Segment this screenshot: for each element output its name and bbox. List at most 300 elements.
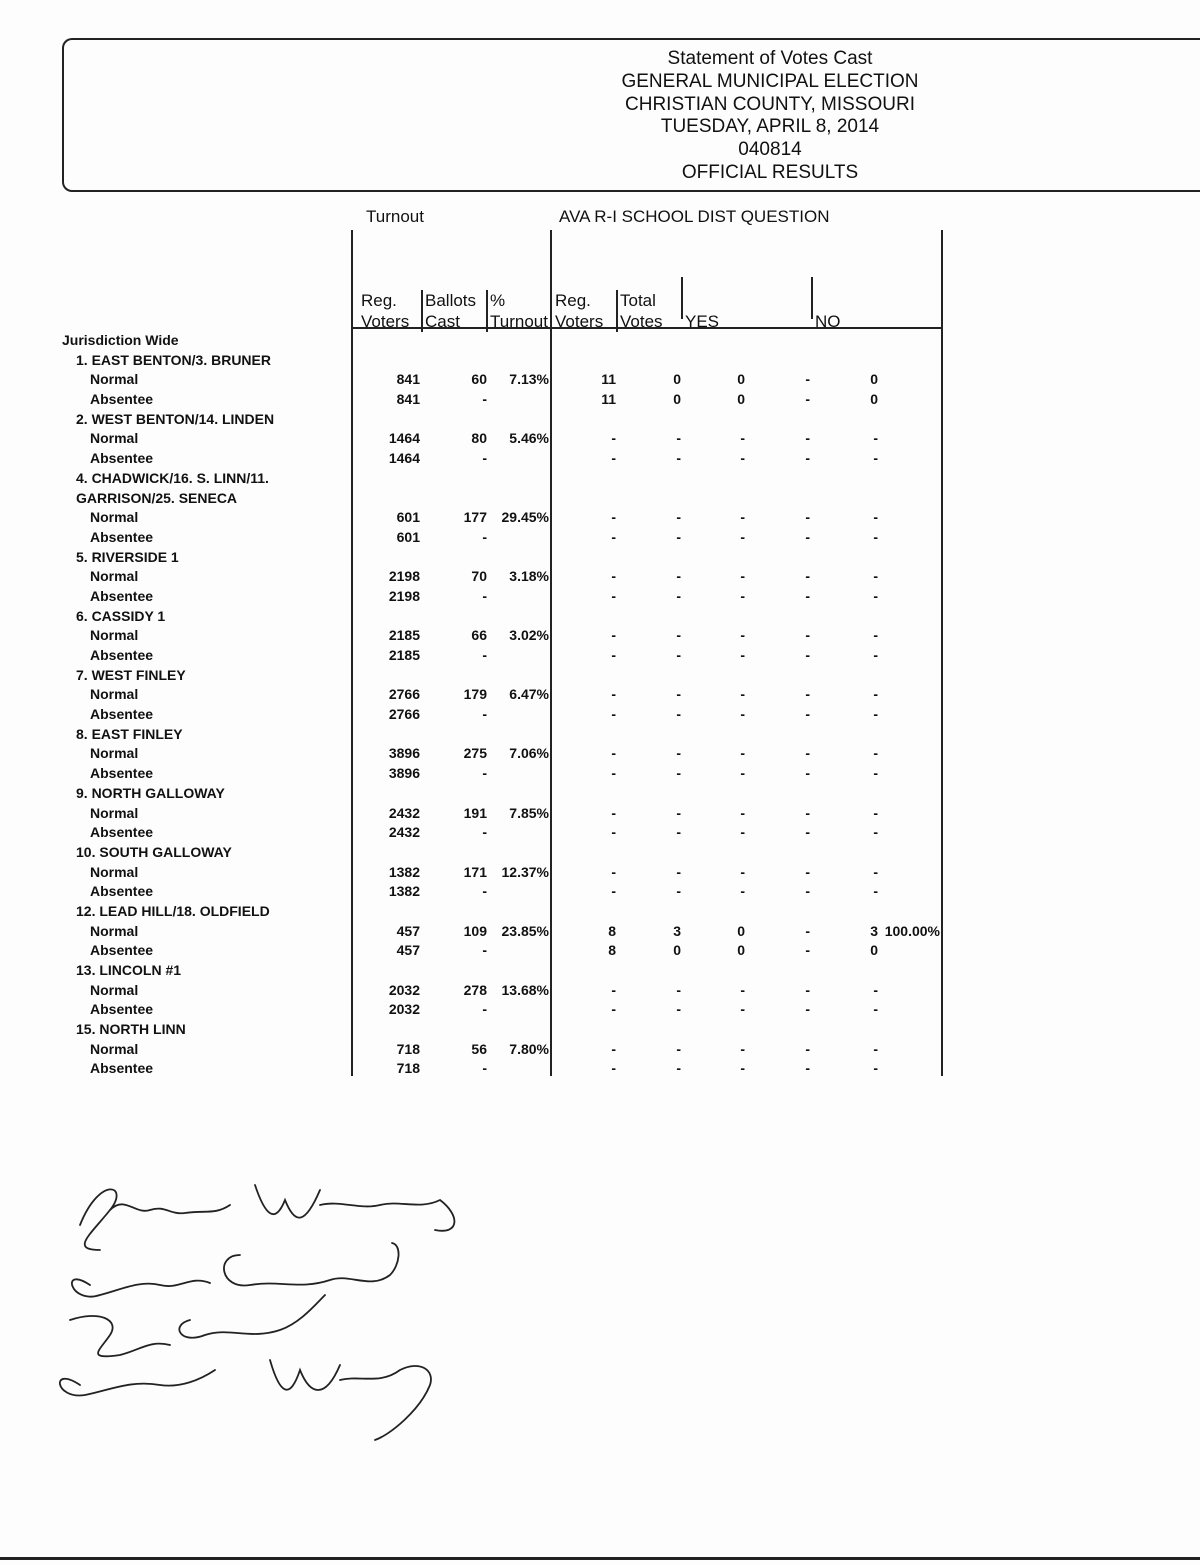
cell-creg: - xyxy=(611,804,616,821)
cell-tick xyxy=(550,748,552,760)
cell-creg: - xyxy=(611,647,616,664)
cell-yes-pct: - xyxy=(805,1060,810,1077)
cell-creg: - xyxy=(611,824,616,841)
cell-yes: - xyxy=(740,528,745,545)
precinct-header xyxy=(62,784,942,804)
cell-total: - xyxy=(676,627,681,644)
header-line-code: 040814 xyxy=(738,139,802,161)
cell-total: - xyxy=(676,981,681,998)
cell-tick xyxy=(550,867,552,879)
cell-yes-pct: - xyxy=(805,804,810,821)
cell-tick xyxy=(550,709,552,721)
cell-yes-pct: - xyxy=(805,528,810,545)
cell-cast: 278 xyxy=(463,981,487,998)
cell-no: - xyxy=(873,765,878,782)
cell-tick xyxy=(941,827,943,839)
cell-pct: 7.85% xyxy=(509,804,549,821)
ballot-type-label: Normal xyxy=(90,745,139,762)
cell-reg: 1464 xyxy=(388,430,420,447)
ballot-type-label: Absentee xyxy=(90,1060,154,1077)
signature-stroke xyxy=(179,1295,325,1338)
precinct-name: 7. WEST FINLEY xyxy=(76,666,186,683)
cell-no: 0 xyxy=(870,942,878,959)
cell-reg: 601 xyxy=(396,509,420,526)
precinct-header xyxy=(62,607,942,627)
cell-no: - xyxy=(873,1040,878,1057)
cell-yes: - xyxy=(740,568,745,585)
cell-tick xyxy=(941,1063,943,1075)
cell-yes: - xyxy=(740,804,745,821)
cell-total: - xyxy=(676,706,681,723)
cell-yes-pct: - xyxy=(805,824,810,841)
precinct-header xyxy=(62,843,942,863)
cell-yes-pct: - xyxy=(805,745,810,762)
ballot-type-label: Absentee xyxy=(90,883,154,900)
header-line-title: Statement of Votes Cast xyxy=(667,48,873,69)
cell-cast: - xyxy=(482,765,487,782)
cell-tick xyxy=(941,945,943,957)
cell-yes-pct: - xyxy=(805,981,810,998)
cell-tick xyxy=(550,945,552,957)
results-table xyxy=(62,331,942,1079)
table-row xyxy=(62,449,942,469)
cell-total: - xyxy=(676,1040,681,1057)
precinct-name: 6. CASSIDY 1 xyxy=(76,607,166,624)
ballot-type-label: Normal xyxy=(90,627,139,644)
cell-cast: - xyxy=(482,706,487,723)
cell-reg: 718 xyxy=(396,1040,420,1057)
cell-yes: 0 xyxy=(737,371,745,388)
col-header-total-votes: Total Votes xyxy=(620,290,663,332)
table-row xyxy=(62,941,942,961)
cell-yes-pct: - xyxy=(805,568,810,585)
precinct-name: 12. LEAD HILL/18. OLDFIELD xyxy=(76,902,270,919)
cell-tick xyxy=(550,985,552,997)
table-row xyxy=(62,804,942,824)
cell-tick xyxy=(550,512,552,524)
cell-no: - xyxy=(873,981,878,998)
col-header-yes: YES xyxy=(685,311,719,332)
cell-yes: - xyxy=(740,1060,745,1077)
cell-creg: - xyxy=(611,587,616,604)
precinct-header xyxy=(62,666,942,686)
cell-creg: - xyxy=(611,745,616,762)
precinct-name: 8. EAST FINLEY xyxy=(76,725,183,742)
precinct-header xyxy=(62,469,942,508)
cell-tick xyxy=(941,867,943,879)
cell-creg: 8 xyxy=(608,942,616,959)
jurisdiction-wide-row xyxy=(62,331,942,351)
cell-reg: 3896 xyxy=(388,765,420,782)
cell-total: - xyxy=(676,804,681,821)
cell-yes: - xyxy=(740,1040,745,1057)
cell-yes-pct: - xyxy=(805,391,810,408)
ballot-type-label: Normal xyxy=(90,863,139,880)
cell-creg: - xyxy=(611,1060,616,1077)
ballot-type-label: Absentee xyxy=(90,450,154,467)
table-row xyxy=(62,370,942,390)
precinct-name: 13. LINCOLN #1 xyxy=(76,962,182,979)
cell-no: - xyxy=(873,1060,878,1077)
cell-yes: - xyxy=(740,883,745,900)
ballot-type-label: Absentee xyxy=(90,765,154,782)
cell-reg: 718 xyxy=(396,1060,420,1077)
cell-tick xyxy=(550,808,552,820)
cell-pct: 7.06% xyxy=(509,745,549,762)
precinct-header xyxy=(62,961,942,981)
ballot-type-label: Absentee xyxy=(90,528,154,545)
cell-total: - xyxy=(676,587,681,604)
cell-creg: - xyxy=(611,1040,616,1057)
cell-tick xyxy=(941,985,943,997)
table-row xyxy=(62,508,942,528)
precinct-header xyxy=(62,410,942,430)
cell-total: - xyxy=(676,765,681,782)
signature-stroke xyxy=(70,1316,170,1356)
cell-reg: 2032 xyxy=(388,1001,420,1018)
col-header-ballots-cast: Ballots Cast xyxy=(425,290,476,332)
header-line-date: TUESDAY, APRIL 8, 2014 xyxy=(660,116,880,138)
signature-stroke xyxy=(80,1189,117,1250)
cell-yes: 0 xyxy=(737,391,745,408)
cell-creg: - xyxy=(611,627,616,644)
ballot-type-label: Normal xyxy=(90,804,139,821)
cell-total: 3 xyxy=(673,922,681,939)
cell-cast: 60 xyxy=(471,371,487,388)
cell-tick xyxy=(550,650,552,662)
cell-creg: - xyxy=(611,509,616,526)
cell-total: - xyxy=(676,430,681,447)
cell-no: - xyxy=(873,804,878,821)
cell-yes-pct: - xyxy=(805,883,810,900)
cell-tick xyxy=(550,433,552,445)
table-row xyxy=(62,764,942,784)
precinct-header xyxy=(62,351,942,371)
page-bottom-rule xyxy=(0,1557,1200,1560)
cell-creg: - xyxy=(611,568,616,585)
cell-tick xyxy=(941,374,943,386)
cell-reg: 601 xyxy=(396,528,420,545)
table-row xyxy=(62,1059,942,1079)
cell-yes-pct: - xyxy=(805,942,810,959)
table-row xyxy=(62,1000,942,1020)
cell-pct: 5.46% xyxy=(509,430,549,447)
cell-tick xyxy=(941,689,943,701)
table-row xyxy=(62,685,942,705)
ballot-type-label: Absentee xyxy=(90,587,154,604)
cell-creg: - xyxy=(611,450,616,467)
cell-total: 0 xyxy=(673,942,681,959)
cell-reg: 457 xyxy=(396,922,420,939)
cell-tick xyxy=(550,630,552,642)
cell-creg: - xyxy=(611,706,616,723)
cell-cast: 171 xyxy=(463,863,487,880)
cell-yes: - xyxy=(740,509,745,526)
cell-reg: 1382 xyxy=(388,883,420,900)
cell-cast: - xyxy=(482,647,487,664)
ballot-type-label: Normal xyxy=(90,981,139,998)
cell-tick xyxy=(550,1044,552,1056)
precinct-header xyxy=(62,902,942,922)
col-header-contest-reg-voters: Reg. Voters xyxy=(555,291,604,331)
ballot-type-label: Normal xyxy=(90,509,139,526)
cell-cast: - xyxy=(482,942,487,959)
cell-no: - xyxy=(873,568,878,585)
cell-tick xyxy=(550,591,552,603)
cell-yes-pct: - xyxy=(805,587,810,604)
cell-reg: 2766 xyxy=(388,686,420,703)
ballot-type-label: Normal xyxy=(90,922,139,939)
cell-cast: - xyxy=(482,587,487,604)
cell-yes: - xyxy=(740,863,745,880)
cell-tick xyxy=(550,926,552,938)
cell-no: - xyxy=(873,430,878,447)
cell-yes: - xyxy=(740,627,745,644)
cell-pct: 7.13% xyxy=(509,371,549,388)
cell-tick xyxy=(941,1004,943,1016)
cell-total: - xyxy=(676,450,681,467)
cell-yes-pct: - xyxy=(805,450,810,467)
cell-yes-pct: - xyxy=(805,430,810,447)
signature-stroke xyxy=(320,1200,454,1231)
cell-pct: 23.85% xyxy=(501,922,549,939)
cell-creg: - xyxy=(611,765,616,782)
cell-cast: 191 xyxy=(463,804,487,821)
cell-no: - xyxy=(873,745,878,762)
cell-total: 0 xyxy=(673,391,681,408)
table-row xyxy=(62,882,942,902)
cell-yes: - xyxy=(740,745,745,762)
precinct-header xyxy=(62,725,942,745)
cell-yes: - xyxy=(740,824,745,841)
table-row xyxy=(62,567,942,587)
cell-yes-pct: - xyxy=(805,647,810,664)
cell-no: - xyxy=(873,627,878,644)
cell-reg: 2198 xyxy=(388,587,420,604)
cell-tick xyxy=(550,532,552,544)
cell-tick xyxy=(941,453,943,465)
cell-cast: 66 xyxy=(471,627,487,644)
cell-reg: 2432 xyxy=(388,824,420,841)
cell-no: - xyxy=(873,647,878,664)
cell-total: 0 xyxy=(673,371,681,388)
table-row xyxy=(62,744,942,764)
cell-tick xyxy=(941,886,943,898)
cell-pct: 12.37% xyxy=(501,863,549,880)
cell-tick xyxy=(941,571,943,583)
cell-reg: 841 xyxy=(396,391,420,408)
precinct-header xyxy=(62,1020,942,1040)
table-row xyxy=(62,626,942,646)
header-line-county: CHRISTIAN COUNTY, MISSOURI xyxy=(625,93,915,115)
cell-yes-pct: - xyxy=(805,627,810,644)
cell-reg: 2198 xyxy=(388,568,420,585)
precinct-name: 9. NORTH GALLOWAY xyxy=(76,784,225,801)
table-row xyxy=(62,705,942,725)
cell-creg: 8 xyxy=(608,922,616,939)
cell-reg: 2766 xyxy=(388,706,420,723)
precinct-name: 15. NORTH LINN xyxy=(76,1021,186,1038)
precinct-name: 4. CHADWICK/16. S. LINN/11. GARRISON/25. SENECA xyxy=(76,469,269,506)
cell-tick xyxy=(550,571,552,583)
cell-yes: - xyxy=(740,1001,745,1018)
cell-no: - xyxy=(873,528,878,545)
table-row xyxy=(62,863,942,883)
cell-yes-pct: - xyxy=(805,371,810,388)
cell-no: - xyxy=(873,824,878,841)
table-row xyxy=(62,528,942,548)
ballot-type-label: Absentee xyxy=(90,647,154,664)
cell-tick xyxy=(550,1063,552,1075)
cell-yes: - xyxy=(740,587,745,604)
cell-creg: - xyxy=(611,883,616,900)
cell-total: - xyxy=(676,883,681,900)
cell-yes-pct: - xyxy=(805,1040,810,1057)
col-header-pct-turnout: % Turnout xyxy=(490,290,548,332)
precinct-name: 10. SOUTH GALLOWAY xyxy=(76,843,232,860)
cell-no: - xyxy=(873,883,878,900)
cell-tick xyxy=(941,1044,943,1056)
table-row xyxy=(62,823,942,843)
cell-no: - xyxy=(873,587,878,604)
table-row xyxy=(62,1040,942,1060)
cell-no-pct: 100.00% xyxy=(884,922,940,939)
cell-yes: - xyxy=(740,647,745,664)
signature-stroke xyxy=(255,1185,320,1218)
signature-stroke xyxy=(270,1360,431,1440)
cell-yes: - xyxy=(740,686,745,703)
report-header xyxy=(600,48,940,185)
cell-tick xyxy=(941,650,943,662)
table-row xyxy=(62,429,942,449)
ballot-type-label: Normal xyxy=(90,430,139,447)
cell-tick xyxy=(550,886,552,898)
signature-stroke xyxy=(60,1370,215,1395)
cell-no: 3 xyxy=(870,922,878,939)
cell-creg: - xyxy=(611,430,616,447)
cell-tick xyxy=(550,689,552,701)
turnout-section-label: Turnout xyxy=(366,207,424,226)
cell-yes-pct: - xyxy=(805,863,810,880)
cell-yes: 0 xyxy=(737,922,745,939)
cell-yes: - xyxy=(740,765,745,782)
ballot-type-label: Absentee xyxy=(90,1001,154,1018)
cell-total: - xyxy=(676,1060,681,1077)
cell-creg: 11 xyxy=(601,371,616,388)
cell-cast: 56 xyxy=(471,1040,487,1057)
cell-no: - xyxy=(873,686,878,703)
cell-no: - xyxy=(873,1001,878,1018)
cell-no: - xyxy=(873,863,878,880)
cell-creg: - xyxy=(611,528,616,545)
cell-cast: 177 xyxy=(463,509,487,526)
cell-total: - xyxy=(676,863,681,880)
cell-tick xyxy=(550,453,552,465)
contest-title: AVA R-I SCHOOL DIST QUESTION xyxy=(559,207,830,226)
header-line-election: GENERAL MUNICIPAL ELECTION xyxy=(621,70,919,92)
cell-total: - xyxy=(676,745,681,762)
cell-creg: - xyxy=(611,863,616,880)
cell-pct: 3.18% xyxy=(509,568,549,585)
cell-cast: - xyxy=(482,528,487,545)
cell-total: - xyxy=(676,686,681,703)
table-row xyxy=(62,981,942,1001)
ballot-type-label: Absentee xyxy=(90,824,154,841)
cell-pct: 29.45% xyxy=(501,509,549,526)
ballot-type-label: Absentee xyxy=(90,706,154,723)
cell-pct: 13.68% xyxy=(501,981,549,998)
cell-yes: - xyxy=(740,981,745,998)
cell-tick xyxy=(550,1004,552,1016)
header-line-status: OFFICIAL RESULTS xyxy=(681,161,859,183)
col-header-reg-voters: Reg. Voters xyxy=(361,291,410,331)
cell-total: - xyxy=(676,1001,681,1018)
cell-yes-pct: - xyxy=(805,765,810,782)
cell-cast: 70 xyxy=(471,568,487,585)
cell-no: - xyxy=(873,706,878,723)
cell-creg: - xyxy=(611,981,616,998)
precinct-name: 1. EAST BENTON/3. BRUNER xyxy=(76,351,271,368)
cell-yes: - xyxy=(740,706,745,723)
cell-yes-pct: - xyxy=(805,509,810,526)
cell-creg: - xyxy=(611,686,616,703)
ballot-type-label: Absentee xyxy=(90,391,154,408)
cell-cast: - xyxy=(482,883,487,900)
cell-cast: 275 xyxy=(463,745,487,762)
cell-yes: - xyxy=(740,450,745,467)
cell-reg: 1382 xyxy=(388,863,420,880)
table-row xyxy=(62,390,942,410)
cell-total: - xyxy=(676,824,681,841)
cell-no: 0 xyxy=(870,371,878,388)
cell-reg: 2185 xyxy=(388,647,420,664)
cell-tick xyxy=(550,374,552,386)
cell-cast: - xyxy=(482,824,487,841)
cell-total: - xyxy=(676,568,681,585)
precinct-name: 5. RIVERSIDE 1 xyxy=(76,548,179,565)
precinct-name: 2. WEST BENTON/14. LINDEN xyxy=(76,410,275,427)
precinct-header xyxy=(62,548,942,568)
cell-total: - xyxy=(676,509,681,526)
table-row xyxy=(62,922,942,942)
cell-tick xyxy=(941,591,943,603)
cell-tick xyxy=(941,433,943,445)
cell-total: - xyxy=(676,528,681,545)
cell-cast: - xyxy=(482,450,487,467)
cell-no: - xyxy=(873,450,878,467)
col-header-no: NO xyxy=(815,311,841,332)
cell-pct: 7.80% xyxy=(509,1040,549,1057)
cell-reg: 3896 xyxy=(388,745,420,762)
cell-reg: 841 xyxy=(396,371,420,388)
ballot-type-label: Normal xyxy=(90,568,139,585)
cell-tick xyxy=(941,532,943,544)
ballot-type-label: Normal xyxy=(90,1040,139,1057)
cell-tick xyxy=(550,827,552,839)
cell-reg: 457 xyxy=(396,942,420,959)
cell-cast: 109 xyxy=(463,922,487,939)
cell-tick xyxy=(550,768,552,780)
cell-cast: 80 xyxy=(471,430,487,447)
cell-pct: 6.47% xyxy=(509,686,549,703)
cell-cast: - xyxy=(482,1060,487,1077)
jurisdiction-wide-label: Jurisdiction Wide xyxy=(62,332,179,348)
cell-reg: 2032 xyxy=(388,981,420,998)
cell-tick xyxy=(941,709,943,721)
cell-tick xyxy=(941,768,943,780)
cell-creg: - xyxy=(611,1001,616,1018)
table-row xyxy=(62,587,942,607)
